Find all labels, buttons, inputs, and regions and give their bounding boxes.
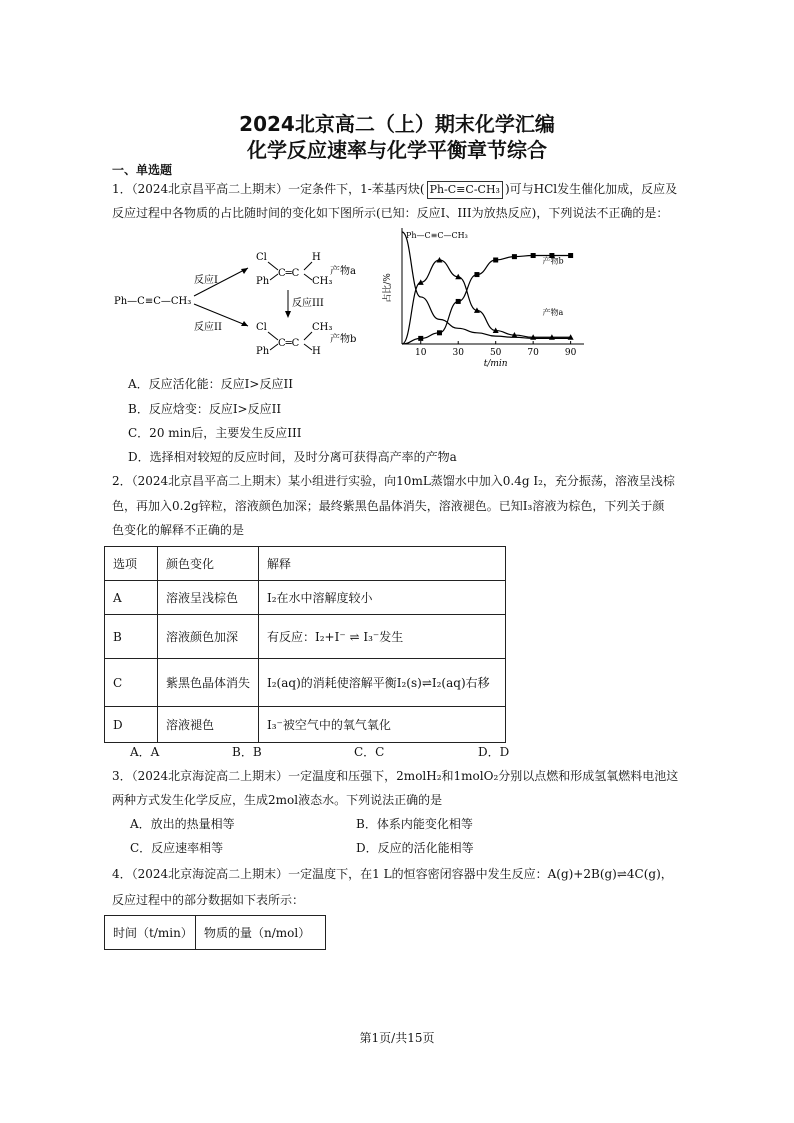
q2-cell: 溶液呈浅棕色 xyxy=(158,581,259,615)
q3-option-b: B．体系内能变化相等 xyxy=(356,817,473,831)
scheme-prod-a: 产物a xyxy=(330,266,356,277)
q2-table-header-row xyxy=(105,547,506,581)
scheme-a-cl: Cl xyxy=(256,252,267,263)
q2-cell: C xyxy=(105,659,158,707)
series-point-square xyxy=(437,330,442,335)
x-tick-label: 70 xyxy=(527,348,539,358)
reaction-scheme xyxy=(108,238,378,358)
q2-option-c: C．C xyxy=(354,745,385,759)
document-subtitle: 化学反应速率与化学平衡章节综合 xyxy=(247,138,547,162)
q2-cell: 溶液褪色 xyxy=(158,707,259,743)
x-tick-label: 10 xyxy=(415,348,427,358)
q4-line1: 4．（2024北京海淀高二上期末）一定温度下，在1 L的恒容密闭容器中发生反应：A(g)+2B(g)⇌4C(g)， xyxy=(112,867,673,881)
series-point-square xyxy=(531,253,536,258)
q2-line1: 2．（2024北京昌平高二上期末）某小组进行实验，向10mL蒸馏水中加入0.4g I₂，充分振荡，溶液呈浅棕 xyxy=(112,474,675,488)
q3-option-a: A．放出的热量相等 xyxy=(130,817,235,831)
series-point-square xyxy=(418,336,423,341)
q3-line2: 两种方式发生化学反应，生成2mol液态水。下列说法正确的是 xyxy=(112,793,443,807)
q4-th-time: 时间（t/min） xyxy=(105,916,196,950)
series-point-square xyxy=(456,299,461,304)
q1-line2: 反应过程中各物质的占比随时间的变化如下图所示(已知：反应I、III为放热反应)，下列说法不正确的是： xyxy=(112,206,669,220)
document-title: 2024北京高二（上）期末化学汇编 xyxy=(239,112,555,136)
x-tick-label: 50 xyxy=(489,348,502,358)
q1-option-b: B．反应焓变：反应I>反应II xyxy=(128,402,282,416)
scheme-a-ph: Ph xyxy=(256,276,270,287)
q2-cell: A xyxy=(105,581,158,615)
table-row xyxy=(105,707,506,743)
series-point-square xyxy=(568,253,573,258)
q2-cell: 紫黑色晶体消失 xyxy=(158,659,259,707)
q1-line1 xyxy=(112,181,677,199)
q2-option-d: D．D xyxy=(478,745,510,759)
table-row xyxy=(105,581,506,615)
q2-cell: I₃⁻被空气中的氧气氧化 xyxy=(259,707,506,743)
q2-th-explain: 解释 xyxy=(259,547,506,581)
scheme-b-h: H xyxy=(312,346,321,357)
q2-th-option: 选项 xyxy=(105,547,158,581)
q2-cell: B xyxy=(105,615,158,659)
q3-line1: 3．（2024北京海淀高二上期末）一定温度和压强下，2molH₂和1molO₂分别以点燃和形成氢氧燃料电池这 xyxy=(112,769,679,783)
scheme-r3-label: 反应III xyxy=(292,298,324,309)
chart-label-prod-b: 产物b xyxy=(542,256,564,266)
time-course-chart xyxy=(378,226,590,374)
chart-label-reactant: Ph—C≡C—CH₃ xyxy=(406,231,468,240)
q3-option-d: D．反应的活化能相等 xyxy=(356,841,474,855)
series-line-2 xyxy=(402,256,571,344)
q2-option-b: B．B xyxy=(232,745,262,759)
q2-line2: 色，再加入0.2g锌粒，溶液颜色加深；最终紫黑色晶体消失，溶液褪色。已知I₃溶液为棕色，下列关于颜 xyxy=(112,499,665,513)
q1-option-d: D．选择相对较短的反应时间，及时分离可获得高产率的产物a xyxy=(128,450,457,464)
section-heading: 一、单选题 xyxy=(112,163,173,177)
q4-th-amount: 物质的量（n/mol） xyxy=(196,916,326,950)
q2-th-color: 颜色变化 xyxy=(158,547,259,581)
series-point-square xyxy=(474,272,479,277)
scheme-a-cc: C═C xyxy=(278,268,300,279)
q2-cell: I₂(aq)的消耗使溶解平衡I₂(s)⇌I₂(aq)右移 xyxy=(259,659,506,707)
q2-cell: 有反应：I₂+I⁻ ⇌ I₃⁻发生 xyxy=(259,615,506,659)
table-row xyxy=(105,615,506,659)
chart-label-prod-a: 产物a xyxy=(542,307,564,317)
x-axis-label: t/min xyxy=(483,359,508,369)
q1-formula: Ph-C≡C-CH₃ xyxy=(427,181,503,199)
q1-text-a: 1．（2024北京昌平高二上期末）一定条件下，1-苯基丙炔( xyxy=(112,182,425,196)
series-point-square xyxy=(512,254,517,259)
q2-line3: 色变化的解释不正确的是 xyxy=(112,523,245,537)
q2-cell: D xyxy=(105,707,158,743)
scheme-r2-label: 反应II xyxy=(194,322,222,333)
q2-cell: 溶液颜色加深 xyxy=(158,615,259,659)
q1-option-a: A．反应活化能：反应I>反应II xyxy=(128,377,293,391)
scheme-a-h: H xyxy=(312,252,321,263)
q3-option-c: C．反应速率相等 xyxy=(130,841,224,855)
q2-option-a: A．A xyxy=(130,745,160,759)
q4-table-header-row xyxy=(105,916,326,950)
scheme-b-ph: Ph xyxy=(256,346,270,357)
q4-line2: 反应过程中的部分数据如下表所示： xyxy=(112,893,305,907)
x-tick-label: 30 xyxy=(452,348,464,358)
x-tick-label: 90 xyxy=(564,348,577,358)
q1-option-c: C．20 min后，主要发生反应III xyxy=(128,426,302,440)
q2-table xyxy=(104,546,506,743)
series-line-0 xyxy=(402,232,571,338)
scheme-b-cc: C═C xyxy=(278,338,300,349)
table-row xyxy=(105,659,506,707)
page-footer: 第1页/共15页 xyxy=(359,1031,435,1045)
scheme-r1-label: 反应I xyxy=(194,275,218,286)
q1-text-b: )可与HCl发生催化加成，反应及 xyxy=(504,182,678,196)
scheme-prod-b: 产物b xyxy=(330,334,357,345)
y-axis-label: 占比/% xyxy=(383,273,393,303)
q2-cell: I₂在水中溶解度较小 xyxy=(259,581,506,615)
scheme-reactant: Ph—C≡C—CH₃ xyxy=(114,296,192,307)
series-point-square xyxy=(493,258,498,263)
scheme-a-ch3: CH₃ xyxy=(312,276,333,287)
scheme-b-ch3: CH₃ xyxy=(312,322,333,333)
scheme-b-cl: Cl xyxy=(256,322,267,333)
q4-table xyxy=(104,915,326,950)
